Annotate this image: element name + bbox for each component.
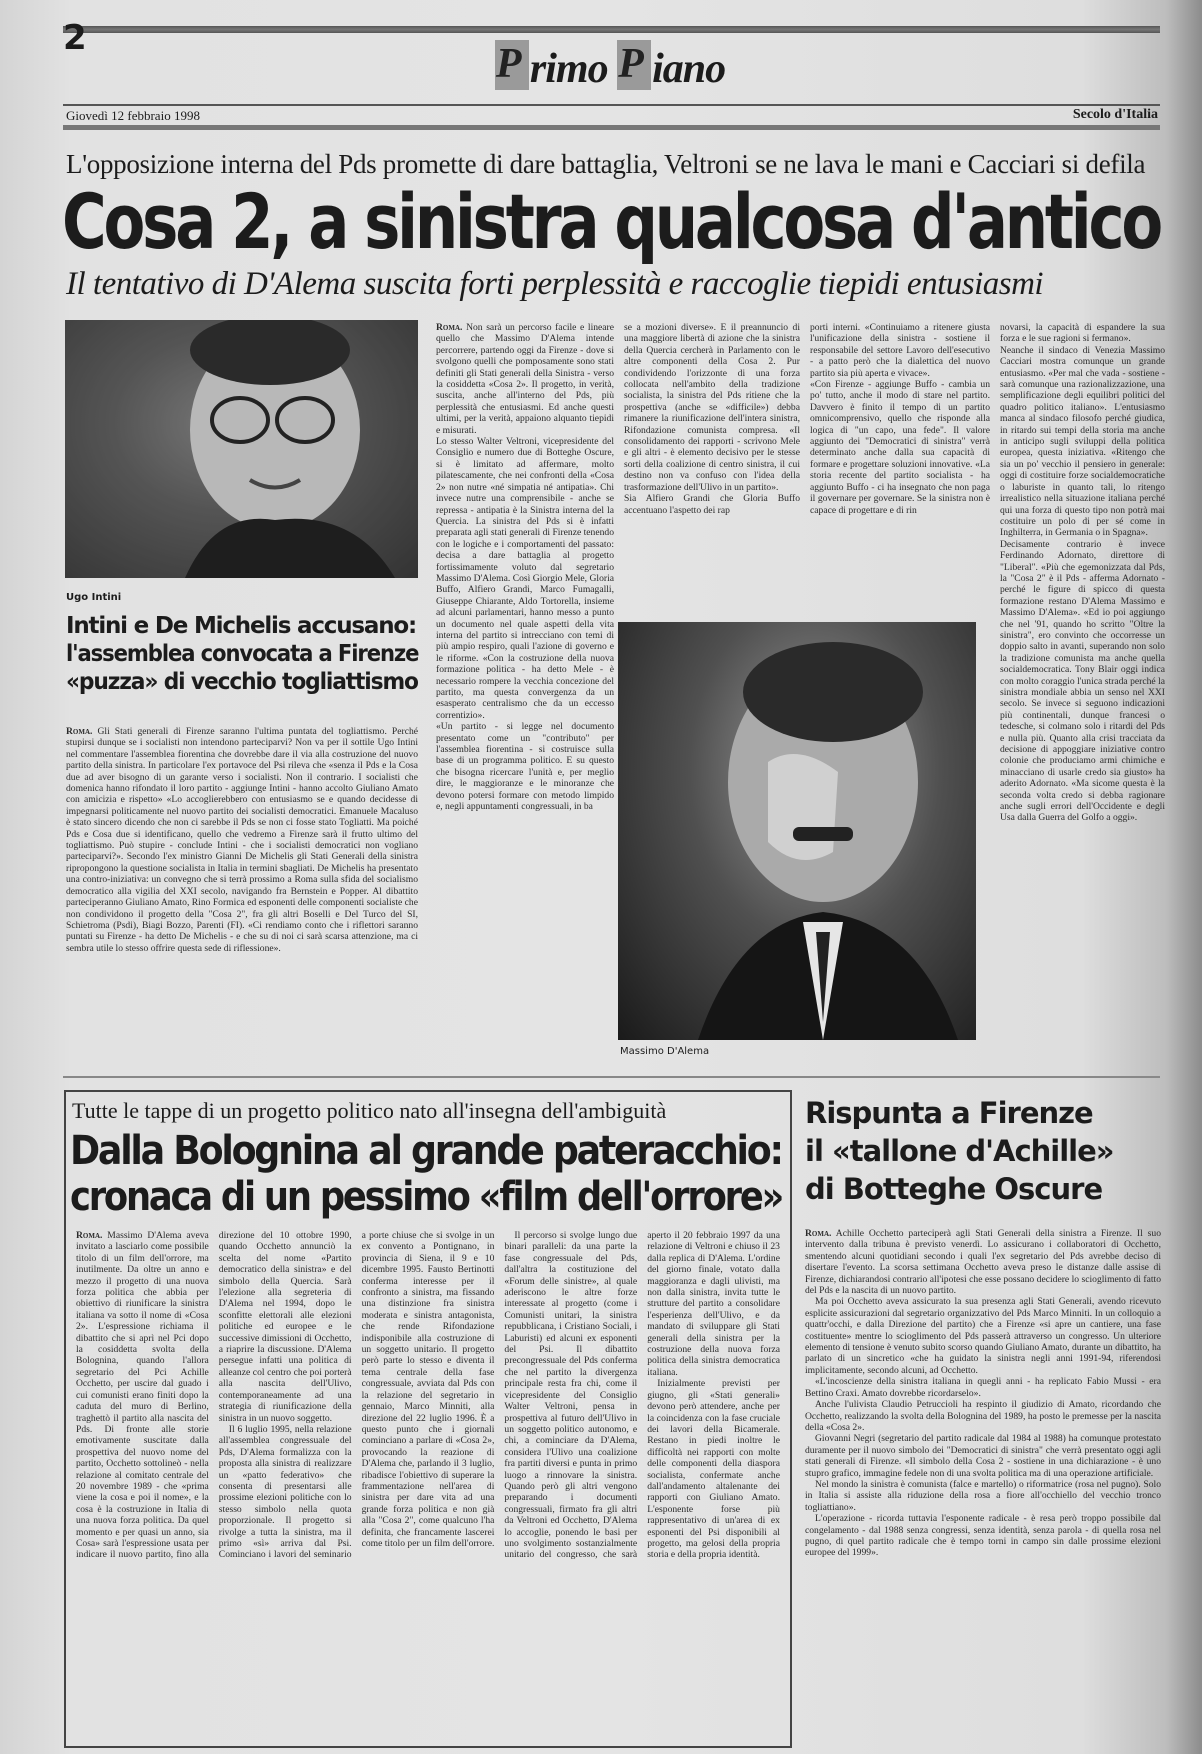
article-paragraph: Inizialmente previsti per giugno, gli «Stati generali» devono però attendere, anche per la coincidenza con la fase cruciale dei lavori della Bicamerale. Restano in piedi inoltre le difficoltà nei rapporti con molte delle componenti della diaspora socialista, confermate anche dall'andamento altalenante dei rapporti con Giuliano Amato. L'esponente forse più rappresentativo di un'area di ex esponenti del Psi disponibili al progetto, ma gelosi della propria storia e della propria identità.	[647, 1378, 780, 1561]
date-rule-bottom	[63, 125, 1160, 130]
achille-headline-line: il «tallone d'Achille»	[805, 1134, 1114, 1168]
article-text: Achille Occhetto parteciperà agli Stati Generali della sinistra a Firenze. Il suo intervento dalla tribuna è previsto venerdì. Lo assicurano i collaboratori di Occhetto, smentendo alcuni quotidiani secondo i quali l'ex segretario del Pds avrebbe deciso di disertare l'evento. La scorsa settimana Occhetto aveva preso le distanze dalle assise di Firenze, dichiarandosi contrario all'ipotesi che esse possano decidere lo scioglimento di fatto del Pds e la nascita di un nuovo partito.	[805, 1228, 1161, 1297]
lead-kicker: L'opposizione interna del Pds promette di dare battaglia, Veltroni se ne lava le mani e Cacciari si defila	[66, 149, 1146, 179]
section-initial-box	[495, 40, 529, 90]
newspaper-name: Secolo d'Italia	[1072, 107, 1158, 122]
article-paragraph: Il 6 luglio 1995, nella relazione all'assemblea congressuale del Pds, D'Alema formalizza con la proposta alla sinistra di realizzare un «patto federativo» che consenta di presentarsi alle prossime elezioni politiche con lo stesso simbolo nella quota proporzionale. Il progetto si rivolge a tutta la sinistra, ma il primo «sì» arriva dal Psi. Cominciano i lavori del seminario a porte chiuse che si svolge in un ex convento a Pontignano, in provincia di Siena, il 9 e 10 dicembre 1995. Fausto Bertinotti conferma interesse per il confronto a sinistra, ma fissando una distinzione fra sinistra moderata e sinistra antagonista, che rende Rifondazione indisponibile alla costruzione di un soggetto unitario. Il progetto però parte lo stesso e diventa il tema centrale della fase congressuale, avviata dal Pds con la relazione del segretario in gennaio, Marco Minniti, alla direzione del 22 luglio 1996. È a questo punto che i giornali cominciano a parlare di «Cosa 2», provocando la reazione di D'Alema che, parlando il 3 luglio, ribadisce l'obiettivo di superare la frammentazione nell'area di sinistra per dare vita ad una grande forza politica e non già alla "Cosa 2", come qualcuno l'ha definita, che francamente lascerei come titolo per un film dell'orrore.	[218, 1230, 495, 1561]
lead-column-4	[1000, 322, 1165, 1042]
article-paragraph: Giovanni Negri (segretario del partito radicale dal 1984 al 1988) ha comunque protestato duramente per il nuovo simbolo dei "Democratici di sinistra" che verrà presentato oggi agli stati generali di Firenze. «Il simbolo della Cosa 2 - sostiene in una dichiarazione - è uno stupro grafico, immagine fedele non di una svolta politica ma di una operazione artificiale.	[805, 1433, 1161, 1479]
lead-subtitle: Il tentativo di D'Alema suscita forti perplessità e raccoglie tiepidi entusiasmi	[66, 266, 1044, 302]
photo-caption-intini: Ugo Intini	[66, 592, 122, 603]
dateline: Roma.	[436, 322, 463, 333]
article-text: Non sarà un percorso facile e lineare quello che Massimo D'Alema intende percorrere, partendo oggi da Firenze - dove si svolgono quelli che pomposamente sono stati definiti gli Stati generali della Sinistra - verso la cosiddetta «Cosa 2». Il progetto, in verità, suscita, anche all'interno del Pds, più perplessità che entusiasmi. Ed anche questi ultimi, per la verità, appaiono alquanto tiepidi e misurati. Lo stesso Walter Veltroni, vicepresidente del Consiglio e numero due di Botteghe Oscure, si è limitato ad affermare, molto pilatescamente, che nei confronti della «Cosa 2» non nutre «né simpatia né antipatia». Chi invece nutre una comprensibile - anche se repressa - antipatia è la Sinistra interna del la Quercia. La sinistra del Pds si è infatti preparata agli stati generali di Firenze tenendo con le logiche e i comportamenti del passato: decisa a dare battaglia al progetto fortissimamente voluto dal segretario Massimo D'Alema. Così Giorgio Mele, Gloria Buffo, Alfiero Grandi, Marco Fumagalli, Giuseppe Chiarante, Aldo Tortorella, insieme ad alcuni parlamentari, hanno messo a punto un documento nel quale aspetti della vita interna del partito si intrecciano con temi di più ampio respiro, quali l'azione di governo e le riforme. «Con la costruzione della nuova formazione politica - ha detto Mele - è necessario rompere la vecchia concezione del partito, ma questa convergenza da un esasperato centralismo che da un eccesso correntizio». «Un partito - si legge nel documento presentato come un "contributo" per l'assemblea fiorentina - si costruisce sulla base di un programma politico. E su questo che bisogna ricercare l'unità e, per meglio dire, le maggioranze e le minoranze che devono potersi formare con metodo limpido e, negli appuntamenti congressuali, in ba	[436, 322, 614, 813]
article-paragraph: Anche l'ulivista Claudio Petruccioli ha respinto il giudizio di Amato, ricordando che Occhetto, realizzando la svolta della Bolognina del 1989, ha posto le premesse per la nascita della «Cosa 2».	[805, 1399, 1161, 1433]
bologna-body	[76, 1230, 780, 1738]
bologna-kicker: Tutte le tappe di un progetto politico nato all'insegna dell'ambiguità	[72, 1098, 667, 1123]
dateline: Roma.	[805, 1228, 832, 1239]
top-rule	[63, 26, 1160, 33]
intini-headline-line: «puzza» di vecchio togliattismo	[66, 669, 418, 695]
achille-body	[805, 1228, 1161, 1744]
intini-headline-line: l'assemblea convocata a Firenze	[66, 641, 419, 667]
page-number: 2	[63, 18, 87, 58]
section-divider	[63, 1076, 1160, 1078]
article-paragraph: Ma poi Occhetto aveva assicurato la sua presenza agli Stati Generali, avendo ricevuto esplicite assicurazioni dal segretario organizzativo del Pds Marco Minniti. In un colloquio a quattr'occhi, e dalla Direzione del partito) che a Firenze «si apre un cantiere, una fase costituente» mentre lo scioglimento del Pds passerà attraverso un congresso. Un ulteriore elemento di tensione è venuto subito scorso quando Giuliano Amato, durante un dibattito, ha parlato di un sincretico «che ha guidato la sinistra negli anni 1991-94, riferendosi implicitamente, secondo alcuni, ad Occhetto.	[805, 1296, 1161, 1376]
achille-headline	[805, 1094, 1114, 1208]
article-paragraph: Nel mondo la sinistra è comunista (falce e martello) o riformatrice (rosa nel pugno). Solo in Italia si assiste alla riduzione della rosa a fiore all'occhiello del vecchio tronco togliattiano».	[805, 1478, 1161, 1513]
article-paragraph: Il percorso si svolge lungo due binari paralleli: da una parte la fase congressuale del Pds, dall'altra la costituzione del «Forum delle sinistre», al quale aderiscono le altre forze interessate al progetto (come i Comunisti unitari, la sinistra repubblicana, i Cristiano Sociali, i Laburisti) ed alcuni ex esponenti del Psi. Il dibattito precongressuale del Pds conferma che nel partito la divergenza principale resta fra chi, come il vicepresidente del Consiglio Walter Veltroni, pensa in prospettiva al futuro dell'Ulivo in un soggetto politico autonomo, e chi, a cominciare da D'Alema, considera l'Ulivo una coalizione fra partiti diversi e punta in primo luogo a rinnovare la sinistra. Quando però gli altri vengono preparando i documenti congressuali, firmato fra gli altri da Veltroni ed Occhetto, D'Alema lo accoglie, ponendo le basi per uno svolgimento sostanzialmente unitario del congresso, che sarà aperto il 20 febbraio 1997 da una relazione di Veltroni e chiuso il 23 dalla replica di D'Alema. L'ordine del giorno finale, votato dalla maggioranza e dagli ulivisti, ma non dalla sinistra, invita tutte le strutture del partito a consolidare l'esperienza dell'Ulivo, e da mandato di sviluppare gli Stati generali della sinistra per la costruzione della nuova forza politica della sinistra democratica italiana.	[504, 1230, 780, 1561]
section-title	[470, 40, 750, 95]
article-paragraph: L'operazione - ricorda tuttavia l'esponente radicale - è resa però troppo possibile dal congelamento - dal 1988 senza congressi, senza identità, senza parola - di quella rosa nel pugno, di quel partito radicale che è tempo torni in campo sin dalle prossime elezioni europee del 1999».	[805, 1513, 1161, 1559]
bologna-headline-line: Dalla Bolognina al grande pateracchio:	[70, 1128, 782, 1174]
lead-headline: Cosa 2, a sinistra qualcosa d'antico	[62, 177, 1161, 266]
bologna-article-box	[64, 1090, 792, 1748]
article-paragraph: «L'incoscienze della sinistra italiana in quegli anni - ha replicato Fabio Mussi - era Bettino Craxi. Amato dovrebbe ricordarselo».	[805, 1376, 1161, 1399]
portrait-illustration	[65, 320, 418, 578]
lead-column-3	[810, 322, 990, 604]
article-text: Gli Stati generali di Firenze saranno l'ultima puntata del togliattismo. Perché stupirsi dunque se i socialisti non intendono parteciparvi? Non va per il sottile Ugo Intini nel commentare l'assemblea fiorentina che dovrebbe dare il via alla costruzione del nuovo partito della sinistra. In particolare l'ex portavoce del Psi rileva che «senza il Pds e la Cosa due ad aver bisogno di un garante verso i socialisti. Non il contrario. I socialisti che domenica hanno rifondato il loro partito - aggiunge Intini - hanno accolto Giuliano Amato con amicizia e rispetto» «Lo accoglierebbero con entusiasmo se e quando decidesse di impegnarsi politicamente nel nuovo partito dei socialisti democratici. Emanuele Macaluso è stato sincero dicendo che non ci sarebbe il Pds se non ci fosse stato Togliatti. Ma poiché Pds e Cosa due si identificano, quello che vedremo a Firenze sarà il frutto ultimo del togliattismo. Può stupire - conclude Intini - che i socialisti democratici non vogliano parteciparvi?». Secondo l'ex ministro Gianni De Michelis gli Stati Generali della sinistra ripropongono la questione socialista in Italia in termini sbagliati. De Michelis ha presentato una contro-iniziativa: un convegno che si terrà prossimo a Roma sulla sfida del socialismo democratico alla vigilia del XXI secolo, navigando fra Bernstein e Popper. Al dibattito parteciperanno Giuliano Amato, Rino Formica ed esponenti delle componenti socialiste che non condividono il progetto della "Cosa 2", fra gli altri Boselli e Del Turco del SI, Schietroma (Psdi), Biagi Bozzo, Parenti (FI). «Ci rendiamo conto che i riflettori saranno puntati su Firenze - ha detto De Michelis - e che su di noi ci sarà scarsa attenzione, ma ci sembra utile lo stesso offrire questa sede di riflessione».	[66, 726, 418, 954]
portrait-illustration	[618, 622, 976, 1040]
intini-headline	[66, 612, 449, 696]
intini-headline-line: Intini e De Michelis accusano:	[66, 613, 416, 639]
photo-ugo-intini	[65, 320, 418, 578]
article-text: novarsi, la capacità di espandere la sua forza e le sue ragioni si fermano». Neanche il sindaco di Venezia Massimo Cacciari mostra comunque un grande entusiasmo. «Per mal che vada - sostiene - sarà comunque una razionalizzazione, una semplificazione degli equilibri politici del quadro politico italiano». L'entusiasmo manca al sindaco filosofo perché giudica, in ritardo sui tempi della storia ma anche in anticipo sugli sviluppi della politica europea, questa iniziativa. «Ritengo che sia un po' vecchio il pensiero in generale: oggi di costituire forze socialdemocratiche o laburiste in quanto tali, lo ritengo irrealistico nella situazione italiana perché qui una forza di questo tipo non potrà mai costituire un polo di per sé come in Inghilterra, in Germania o in Spagna». Decisamente contrario è invece Ferdinando Adornato, direttore di "Liberal". «Più che egemonizzata dal Pds, la "Cosa 2" è il Pds - afferma Adornato - perché le figure di spicco di questa formazione restano D'Alema Massimo e Massimo D'Alema». «Ed io poi aggiungo che nel '91, quando ho scritto "Oltre la sinistra", ero convinto che occorresse un doppio salto in avanti, superando non solo la tradizione comunista ma anche quella socialdemocratica. Tony Blair oggi indica con molto coraggio l'unica strada perché la sinistra mondiale abbia un senso nel XXI secolo. Se invece si seguono indicazioni più continentali, dunque francesi o tedesche, si colmano solo i ritardi del Pds e nulla più. Quanto alla crisi tracciata da decisione di appoggiare iniziative contro colonie che produciamo armi chimiche e minacciano di usarle credo sia giusto» ha aderito Adornato. «Ma sicome questa è la seconda volta credo si debba ragionare anche sugli errori dell'Occidente e degli Usa dalla Guerra del Golfo a oggi».	[1000, 322, 1165, 824]
lead-column-1	[436, 322, 614, 1042]
section-word2: iano	[652, 46, 726, 92]
bologna-headline-line: cronaca di un pessimo «film dell'orrore»	[70, 1174, 783, 1220]
photo-massimo-dalema	[618, 622, 976, 1040]
dateline: Roma.	[66, 726, 93, 737]
section-word1: rimo	[529, 46, 618, 92]
date-rule-top	[63, 104, 1160, 106]
article-text: Massimo D'Alema aveva invitato a lasciarlo come possibile titolo di un film dell'orrore, ma inutilmente. Da oltre un anno e mezzo il progetto di una nuova forza politica che abbia per obiettivo di riunificare la sinistra italiana va sotto il nome di «Cosa 2». L'espressione richiama il dibattito che si aprì nel Pci dopo la cosiddetta svolta della Bolognina, quando l'allora segretario del Pci Achille Occhetto, per uscire dal guado i cui comunisti erano finiti dopo la caduta del muro di Berlino, traghettò il partito alla nascita del Pds. Di fronte alle storie emotivamente suscitate dalla prospettiva del nuovo nome del partito, Occhetto sottolineò - nella relazione al comitato centrale del 20 novembre 1989 - che «prima viene la cosa e poi il nome», e la cosa è la costruzione in Italia di una nuova forza politica. Da quel momento e per quasi un anno, sia Cosa» sarà l'espressione usata per indicare il nuovo partito, fino alla direzione del 10 ottobre 1990, quando Occhetto annunciò la scelta del nome «Partito democratico della sinistra» e del simbolo della Quercia. Sarà l'elezione alla segreteria di D'Alema nel 1994, dopo le sconfitte elettorali alle elezioni politiche ed europee e le successive dimissioni di Occhetto, a riaprire la discussione. D'Alema persegue infatti una politica di alleanze col centro che poi porterà alla nascita dell'Ulivo, contemporaneamente ad una strategia di riunificazione della sinistra in un nuovo soggetto.	[76, 1230, 352, 1561]
bologna-headline	[70, 1128, 877, 1220]
issue-date: Giovedì 12 febbraio 1998	[66, 108, 200, 123]
intini-body	[66, 726, 418, 1048]
achille-headline-line: di Botteghe Oscure	[805, 1172, 1103, 1206]
article-text: se a mozioni diverse». E il preannuncio di una maggiore libertà di azione che la sinistra della Quercia cercherà in Parlamento con le altre componenti della Cosa 2. Pur condividendo l'orizzonte di una forza collocata nell'ambito della tradizione socialista, la sinistra del Pds ritiene che la prospettiva (anche se «difficile») debba rimanere la riunificazione dell'intera sinistra, Rifondazione comunista compresa. «Il consolidamento dei rapporti - scrivono Mele e gli altri - è elemento decisivo per le stesse sorti della coalizione di centro sinistra, il cui destino non va confuso con l'idea della trasformazione dell'Ulivo in un partito». Sia Alfiero Grandi che Gloria Buffo accentuano l'aspetto dei rap	[624, 322, 800, 516]
achille-headline-line: Rispunta a Firenze	[805, 1096, 1093, 1130]
lead-column-2	[624, 322, 800, 604]
dateline: Roma.	[76, 1230, 103, 1241]
article-text: porti interni. «Continuiamo a ritenere giusta l'unificazione della sinistra - sostiene il responsabile del settore Lavoro dell'esecutivo - a patto però che la dialettica del nuovo partito sia più aperta e vivace». «Con Firenze - aggiunge Buffo - cambia un po' tutto, anche il modo di stare nel partito. Davvero è finito il tempo di un partito omnicomprensivo, quello che risponde alla logica di "un capo, una fede". Il valore aggiunto dei "Democratici di sinistra" verrà determinato anche dalla sua capacità di formare e progettare soluzioni innovative. «La storia recente del partito socialista - ha aggiunto Buffo - ci ha insegnato che non paga il governare per governare. Se la sinistra non è capace di progettare e di rin	[810, 322, 990, 516]
section-initial-2: P	[618, 41, 643, 87]
section-initial: P	[495, 41, 521, 87]
photo-caption-dalema: Massimo D'Alema	[620, 1046, 710, 1057]
section-initial-box-2	[617, 40, 651, 90]
